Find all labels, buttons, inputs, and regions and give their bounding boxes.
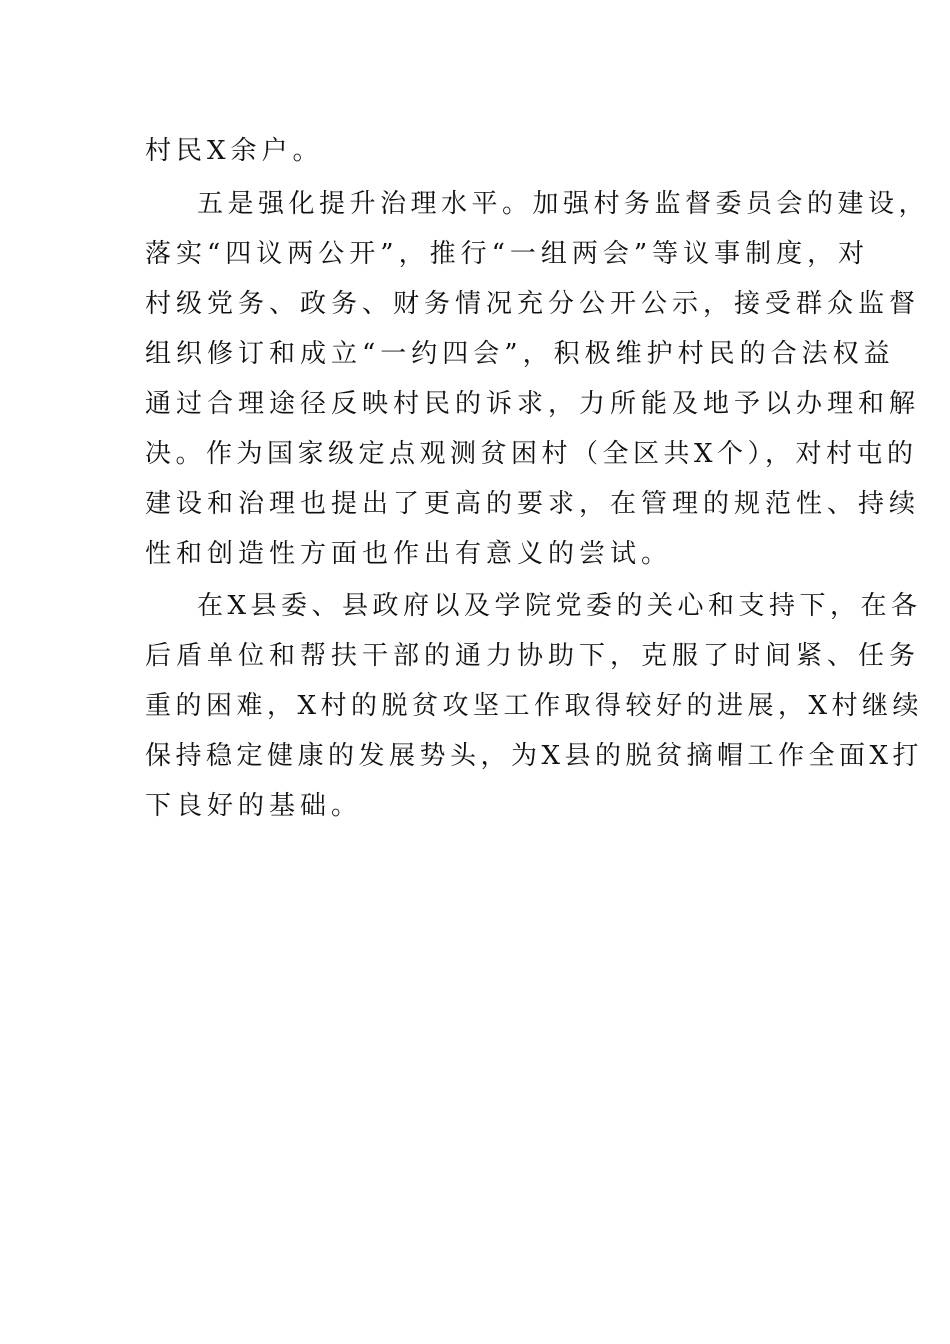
text-line: 性和创造性方面也作出有意义的尝试。 — [145, 539, 673, 569]
paragraph-start-line: 在X县委、县政府以及学院党委的关心和支持下，在各 — [197, 591, 922, 621]
text-line: 村民X余户。 — [145, 136, 324, 166]
paragraph-start-line: 五是强化提升治理水平。加强村务监督委员会的建设， — [197, 189, 930, 219]
text-line: 建设和治理也提出了更高的要求，在管理的规范性、持续 — [145, 489, 921, 519]
text-line: 村级党务、政务、财务情况充分公开公示，接受群众监督 — [145, 289, 921, 319]
text-line: 后盾单位和帮扶干部的通力协助下，克服了时间紧、任务 — [145, 641, 921, 671]
text-line: 重的困难，X村的脱贫攻坚工作取得较好的进展，X村继续 — [145, 691, 924, 721]
text-line: 决。作为国家级定点观测贫困村（全区共X个），对村屯的 — [145, 439, 918, 469]
text-line: 落实“四议两公开”，推行“一组两会”等议事制度，对 — [145, 239, 870, 269]
text-line: 保持稳定健康的发展势头，为X县的脱贫摘帽工作全面X打 — [145, 741, 924, 771]
text-line: 组织修订和成立“一约四会”，积极维护村民的合法权益 — [145, 339, 895, 369]
text-line: 通过合理途径反映村民的诉求，力所能及地予以办理和解 — [145, 389, 921, 419]
text-line: 下良好的基础。 — [145, 791, 363, 821]
